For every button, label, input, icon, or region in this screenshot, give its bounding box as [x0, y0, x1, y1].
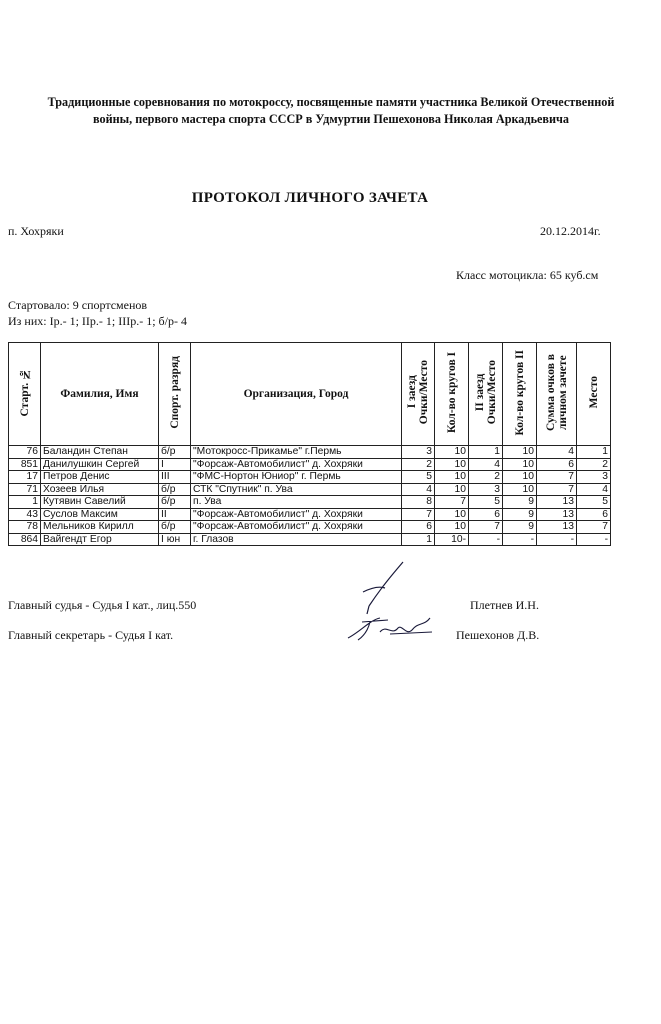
secretary-signature — [340, 612, 440, 646]
table-row — [9, 446, 611, 459]
sum-cell: - — [537, 533, 577, 546]
header-sum: Сумма очков в личном зачете — [537, 343, 577, 446]
header-start-no: Старт. № — [9, 343, 41, 446]
name-cell: Вайгендт Егор — [41, 533, 159, 546]
competition-title-line1: Традиционные соревнования по мотокроссу, посвященные памяти участника Великой Отечественной — [47, 95, 615, 109]
header-place: Место — [577, 343, 611, 446]
race2-cell: 2 — [469, 471, 503, 484]
header-race1: I заезд Очки/Место — [402, 343, 435, 446]
table-header-row — [9, 343, 611, 446]
name-cell: Кутявин Савелий — [41, 496, 159, 509]
sum-cell: 4 — [537, 446, 577, 459]
org-cell: "Форсаж-Автомобилист" д. Хохряки — [191, 458, 402, 471]
start-no-cell: 71 — [9, 483, 41, 496]
header-laps2: Кол-во кругов II — [503, 343, 537, 446]
name-cell: Хозеев Илья — [41, 483, 159, 496]
race2-cell: 3 — [469, 483, 503, 496]
org-cell: "Форсаж-Автомобилист" д. Хохряки — [191, 521, 402, 534]
sum-cell: 13 — [537, 508, 577, 521]
laps2-cell: 9 — [503, 508, 537, 521]
name-cell: Суслов Максим — [41, 508, 159, 521]
laps1-cell: 10 — [435, 508, 469, 521]
race1-cell: 8 — [402, 496, 435, 509]
results-table — [8, 342, 611, 546]
protocol-title: ПРОТОКОЛ ЛИЧНОГО ЗАЧЕТА — [191, 190, 429, 206]
org-cell: "ФМС-Нортон Юниор" г. Пермь — [191, 471, 402, 484]
start-no-cell: 17 — [9, 471, 41, 484]
competition-title-line2: войны, первого мастера спорта СССР в Удмуртии Пешехонова Николая Аркадьевича — [93, 112, 569, 126]
header-laps1: Кол-во кругов I — [435, 343, 469, 446]
sum-cell: 7 — [537, 483, 577, 496]
name-cell: Мельников Кирилл — [41, 521, 159, 534]
org-cell: СТК "Спутник" п. Ува — [191, 483, 402, 496]
start-no-cell: 851 — [9, 458, 41, 471]
sum-cell: 13 — [537, 496, 577, 509]
secretary-name: Пешехонов Д.В. — [456, 628, 540, 642]
start-no-cell: 78 — [9, 521, 41, 534]
rank-cell: б/р — [159, 496, 191, 509]
race1-cell: 4 — [402, 483, 435, 496]
laps2-cell: 10 — [503, 471, 537, 484]
laps1-cell: 10- — [435, 533, 469, 546]
laps2-cell: 10 — [503, 458, 537, 471]
laps1-cell: 7 — [435, 496, 469, 509]
chief-judge-role: Главный судья - Судья I кат., лиц.550 — [8, 598, 197, 612]
place-cell: 3 — [577, 471, 611, 484]
place-cell: 4 — [577, 483, 611, 496]
race2-cell: 6 — [469, 508, 503, 521]
rank-cell: б/р — [159, 483, 191, 496]
race1-cell: 2 — [402, 458, 435, 471]
laps1-cell: 10 — [435, 483, 469, 496]
laps1-cell: 10 — [435, 446, 469, 459]
race2-cell: 1 — [469, 446, 503, 459]
name-cell: Баландин Степан — [41, 446, 159, 459]
rank-cell: I — [159, 458, 191, 471]
chief-judge-name: Плетнев И.Н. — [470, 598, 539, 612]
laps2-cell: 10 — [503, 446, 537, 459]
table-row — [9, 533, 611, 546]
header-race2: II заезд Очки/Место — [469, 343, 503, 446]
sum-cell: 6 — [537, 458, 577, 471]
place-cell: 7 — [577, 521, 611, 534]
laps2-cell: 10 — [503, 483, 537, 496]
header-org: Организация, Город — [191, 343, 402, 446]
place-cell: 1 — [577, 446, 611, 459]
start-no-cell: 1 — [9, 496, 41, 509]
race2-cell: 5 — [469, 496, 503, 509]
rank-cell: I юн — [159, 533, 191, 546]
place-cell: 2 — [577, 458, 611, 471]
table-row — [9, 508, 611, 521]
header-name: Фамилия, Имя — [41, 343, 159, 446]
sum-cell: 7 — [537, 471, 577, 484]
event-date: 20.12.2014г. — [540, 224, 601, 238]
rank-cell: б/р — [159, 446, 191, 459]
place-cell: 5 — [577, 496, 611, 509]
table-row — [9, 458, 611, 471]
rank-cell: II — [159, 508, 191, 521]
race2-cell: - — [469, 533, 503, 546]
org-cell: "Форсаж-Автомобилист" д. Хохряки — [191, 508, 402, 521]
laps1-cell: 10 — [435, 458, 469, 471]
header-rank: Спорт. разряд — [159, 343, 191, 446]
org-cell: г. Глазов — [191, 533, 402, 546]
race2-cell: 4 — [469, 458, 503, 471]
start-no-cell: 43 — [9, 508, 41, 521]
race1-cell: 7 — [402, 508, 435, 521]
org-cell: п. Ува — [191, 496, 402, 509]
place-cell: - — [577, 533, 611, 546]
rank-cell: б/р — [159, 521, 191, 534]
race1-cell: 6 — [402, 521, 435, 534]
started-count: Стартовало: 9 спортсменов — [8, 298, 148, 312]
venue: п. Хохряки — [8, 224, 64, 238]
org-cell: "Мотокросс-Прикамье" г.Пермь — [191, 446, 402, 459]
name-cell: Данилушкин Сергей — [41, 458, 159, 471]
race1-cell: 1 — [402, 533, 435, 546]
laps1-cell: 10 — [435, 521, 469, 534]
moto-class: Класс мотоцикла: 65 куб.см — [456, 268, 599, 282]
start-no-cell: 864 — [9, 533, 41, 546]
laps2-cell: 9 — [503, 496, 537, 509]
table-row — [9, 471, 611, 484]
sum-cell: 13 — [537, 521, 577, 534]
table-row — [9, 521, 611, 534]
start-no-cell: 76 — [9, 446, 41, 459]
place-cell: 6 — [577, 508, 611, 521]
race2-cell: 7 — [469, 521, 503, 534]
table-row — [9, 496, 611, 509]
name-cell: Петров Денис — [41, 471, 159, 484]
chief-judge-signature — [345, 558, 415, 618]
secretary-role: Главный секретарь - Судья I кат. — [8, 628, 174, 642]
table-row — [9, 483, 611, 496]
rank-cell: III — [159, 471, 191, 484]
laps2-cell: 9 — [503, 521, 537, 534]
competition-title — [6, 94, 656, 128]
laps1-cell: 10 — [435, 471, 469, 484]
laps2-cell: - — [503, 533, 537, 546]
race1-cell: 5 — [402, 471, 435, 484]
rank-breakdown: Из них: Iр.- 1; IIр.- 1; IIIр.- 1; б/р- 4 — [8, 314, 187, 328]
race1-cell: 3 — [402, 446, 435, 459]
